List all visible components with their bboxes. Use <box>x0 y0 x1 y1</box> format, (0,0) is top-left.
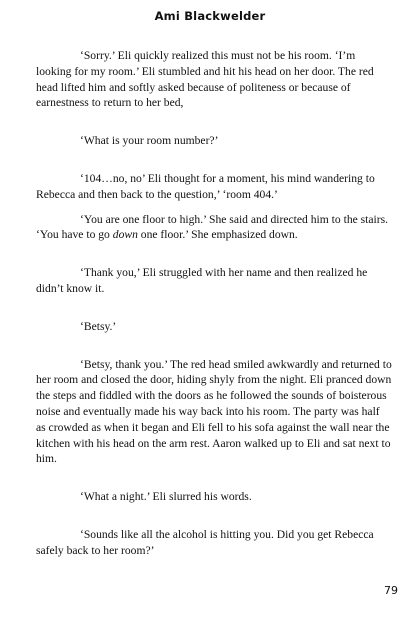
paragraph: ‘Sorry.’ Eli quickly realized this must not be his room. ‘I’m looking for my room.’ Eli stumbled and hit his head on her door. The red head lifted him and softly asked because of politeness or because of earnestness to return to her bed, <box>36 49 374 110</box>
page-number: 79 <box>384 584 398 597</box>
paragraph <box>36 212 392 244</box>
paragraph: ‘Sounds like all the alcohol is hitting you. Did you get Rebecca safely back to her room?’ <box>36 527 374 557</box>
paragraph-text: ‘You are one floor to high.’ She said and directed him to the stairs. ‘You have to go <box>36 212 389 242</box>
paragraph: ‘Thank you,’ Eli struggled with her name and then realized he didn’t know it. <box>36 266 368 295</box>
paragraph: ‘Betsy, thank you.’ The red head smiled awkwardly and returned to her room and closed the door, hiding shyly from the night. Eli pranced down the steps and fiddled with the doors as he followed the sounds of boisterous noise and eventually made his way back into his room. The party was half as crowded as when it began and Eli fell to his sofa against the wall near the kitchen with his head on the arm rest. Aaron walked up to Eli and sat next to him. <box>36 357 392 466</box>
paragraph: ‘What is your room number?’ <box>80 134 219 148</box>
paragraph: ‘Betsy.’ <box>80 319 117 333</box>
paragraph: ‘What a night.’ Eli slurred his words. <box>80 490 252 504</box>
body-text <box>36 48 392 559</box>
paragraph-text: one floor.’ She emphasized down. <box>137 228 298 242</box>
running-head-author: Ami Blackwelder <box>154 9 266 23</box>
paragraph: ‘104…no, no’ Eli thought for a moment, his mind wandering to Rebecca and then back to the question,’ ‘room 404.’ <box>36 171 375 201</box>
emphasized-word: down <box>112 228 138 242</box>
